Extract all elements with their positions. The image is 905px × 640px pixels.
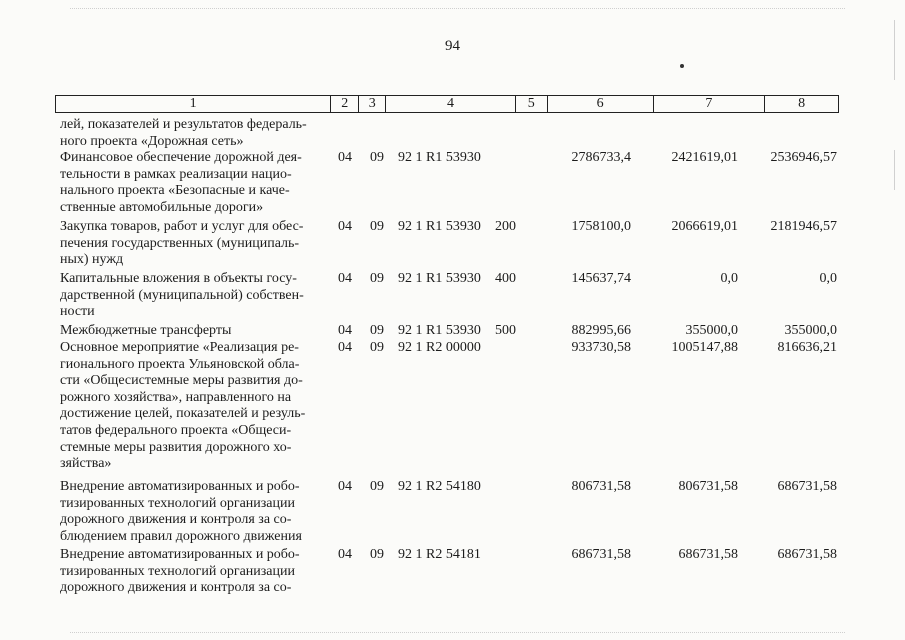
page-number: 94: [445, 38, 460, 54]
row-amount-6: 882995,66: [571, 323, 631, 338]
scan-noise-bottom: [70, 632, 845, 634]
row-target-code: 92 1 R1 53930: [398, 323, 481, 338]
row-target-code: 92 1 R1 53930: [398, 271, 481, 286]
header-col-6: 6: [548, 96, 654, 112]
row-target-code: 92 1 R1 53930: [398, 219, 481, 234]
row-subsection: 09: [370, 547, 384, 562]
row-section: 04: [338, 340, 352, 355]
row-expense-type: 500: [495, 323, 516, 338]
row-description: Межбюджетные трансферты: [60, 323, 232, 338]
header-col-3: 3: [359, 96, 386, 112]
row-section: 04: [338, 479, 352, 494]
row-amount-8: 816636,21: [777, 340, 837, 355]
row-section: 04: [338, 547, 352, 562]
header-col-5: 5: [516, 96, 548, 112]
row-amount-6: 806731,58: [571, 479, 631, 494]
header-col-7: 7: [654, 96, 766, 112]
row-target-code: 92 1 R2 00000: [398, 340, 481, 355]
row-description: Внедрение автоматизированных и робо- тизированных технологий организации дорожного движения и контроля за со-: [60, 547, 300, 596]
row-subsection: 09: [370, 150, 384, 165]
row-amount-8: 686731,58: [777, 547, 837, 562]
scan-noise-top: [70, 8, 845, 10]
row-subsection: 09: [370, 219, 384, 234]
row-subsection: 09: [370, 340, 384, 355]
row-amount-8: 0,0: [819, 271, 837, 286]
row-target-code: 92 1 R2 54181: [398, 547, 481, 562]
row-amount-8: 2536946,57: [770, 150, 837, 165]
row-subsection: 09: [370, 323, 384, 338]
row-amount-6: 686731,58: [571, 547, 631, 562]
row-amount-6: 1758100,0: [571, 219, 631, 234]
row-amount-8: 355000,0: [784, 323, 837, 338]
header-col-2: 2: [331, 96, 359, 112]
row-section: 04: [338, 323, 352, 338]
row-subsection: 09: [370, 479, 384, 494]
header-col-1: 1: [56, 96, 331, 112]
table-header: [55, 95, 839, 113]
row-amount-6: 933730,58: [571, 340, 631, 355]
row-amount-6: 145637,74: [571, 271, 631, 286]
row-amount-7: 686731,58: [678, 547, 738, 562]
scan-speck: [680, 64, 684, 68]
row-expense-type: 200: [495, 219, 516, 234]
row-amount-7: 2421619,01: [671, 150, 738, 165]
scan-edge-mark: [894, 150, 895, 190]
row-target-code: 92 1 R2 54180: [398, 479, 481, 494]
row-subsection: 09: [370, 271, 384, 286]
row-section: 04: [338, 271, 352, 286]
row-expense-type: 400: [495, 271, 516, 286]
row-amount-8: 686731,58: [777, 479, 837, 494]
row-description: лей, показателей и результатов федераль- ного проекта «Дорожная сеть»: [60, 117, 307, 149]
row-description: Финансовое обеспечение дорожной дея- тельности в рамках реализации нацио- нального проекта «Безопасные и каче- ственные автомобильные дороги»: [60, 150, 302, 215]
row-amount-7: 355000,0: [685, 323, 738, 338]
row-description: Закупка товаров, работ и услуг для обес- печения государственных (муниципаль- ных) нужд: [60, 219, 304, 268]
row-amount-7: 1005147,88: [671, 340, 738, 355]
row-amount-7: 0,0: [720, 271, 738, 286]
row-description: Капитальные вложения в объекты госу- дарственной (муниципальной) собствен- ности: [60, 271, 304, 320]
header-col-4: 4: [386, 96, 516, 112]
row-description: Внедрение автоматизированных и робо- тизированных технологий организации дорожного движения и контроля за со- блюдением правил дорожного движения: [60, 479, 302, 544]
row-amount-6: 2786733,4: [571, 150, 631, 165]
row-section: 04: [338, 150, 352, 165]
row-amount-7: 2066619,01: [671, 219, 738, 234]
row-description: Основное мероприятие «Реализация ре- гионального проекта Ульяновской обла- сти «Общесистемные меры развития до- рожного хозяйства», направленного на достижение целей, показателей и резуль- татов федерального проекта «Общеси- стемные меры развития дорожного хо- зяйства»: [60, 340, 306, 472]
row-target-code: 92 1 R1 53930: [398, 150, 481, 165]
row-section: 04: [338, 219, 352, 234]
row-amount-8: 2181946,57: [770, 219, 837, 234]
header-col-8: 8: [798, 96, 806, 111]
row-amount-7: 806731,58: [678, 479, 738, 494]
